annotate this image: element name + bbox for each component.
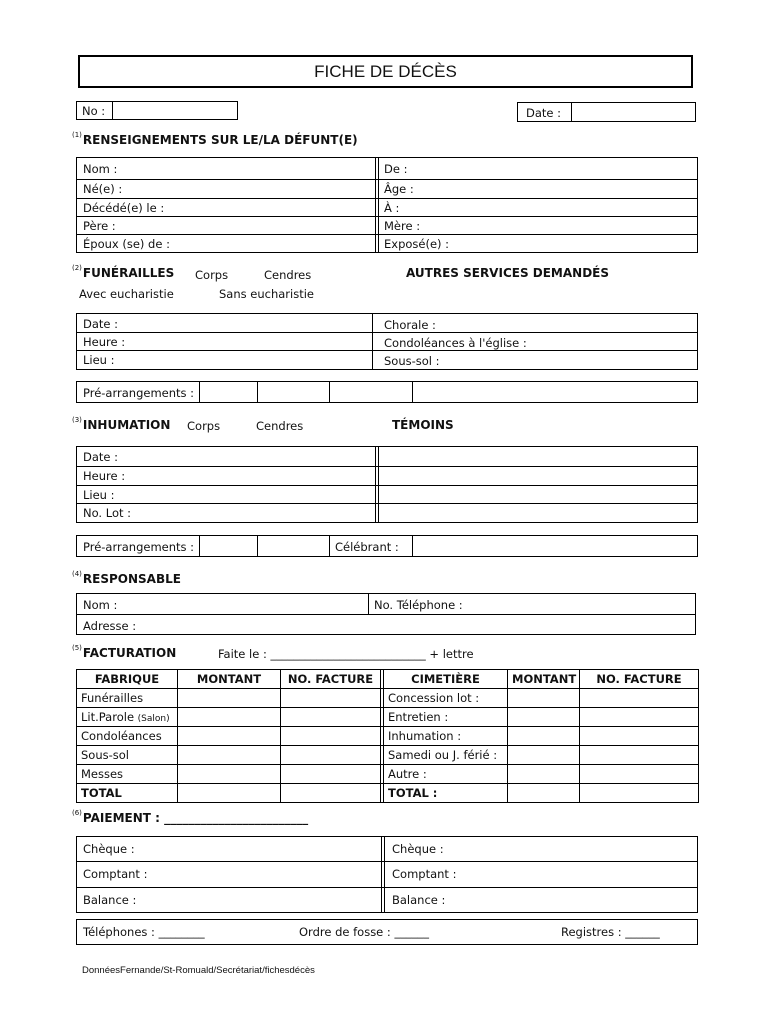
cimetiere-total: TOTAL : xyxy=(384,784,508,803)
header-facture-1: NO. FACTURE xyxy=(281,670,381,689)
fabrique-litparole: Lit.Parole (Salon) xyxy=(77,708,178,727)
table-row xyxy=(77,689,699,708)
fabrique-condoleances: Condoléances xyxy=(77,727,178,746)
fun-date-label: Date : xyxy=(83,317,119,331)
header-montant-1: MONTANT xyxy=(178,670,281,689)
facture-cell[interactable] xyxy=(281,784,381,803)
montant-cell[interactable] xyxy=(178,746,281,765)
facture-cell[interactable] xyxy=(281,689,381,708)
fabrique-funerailles: Funérailles xyxy=(77,689,178,708)
section1-heading: $^{(1)}$RENSEIGNEMENTS SUR LE/LA DÉFUNT(E) xyxy=(72,131,358,147)
table-row xyxy=(77,784,699,803)
table-row xyxy=(77,765,699,784)
fun-lieu-label: Lieu : xyxy=(83,353,115,367)
age-label: Âge : xyxy=(384,182,414,196)
cimetiere-samedi: Samedi ou J. férié : xyxy=(384,746,508,765)
facture-cell[interactable] xyxy=(580,765,699,784)
table-row xyxy=(77,746,699,765)
montant-cell[interactable] xyxy=(178,784,281,803)
montant-cell[interactable] xyxy=(508,689,580,708)
ne-label: Né(e) : xyxy=(83,182,123,196)
mere-label: Mère : xyxy=(384,219,421,233)
registres-label: Registres : ______ xyxy=(561,925,660,939)
prearr-label-2: Pré-arrangements : xyxy=(83,540,195,554)
montant-cell[interactable] xyxy=(508,708,580,727)
prearrangements-row-2 xyxy=(76,535,698,557)
table-row xyxy=(77,727,699,746)
inh-date-label: Date : xyxy=(83,450,119,464)
prearrangements-row-1 xyxy=(76,381,698,403)
telephones-label: Téléphones : ________ xyxy=(83,925,205,939)
header-fabrique: FABRIQUE xyxy=(77,670,178,689)
facture-cell[interactable] xyxy=(580,708,699,727)
date-field[interactable] xyxy=(571,102,696,122)
fabrique-messes: Messes xyxy=(77,765,178,784)
temoins-heading: TÉMOINS xyxy=(392,418,454,432)
prearr-label-1: Pré-arrangements : xyxy=(83,386,195,400)
condoleances-eglise-label: Condoléances à l'église : xyxy=(384,336,527,350)
section2-heading: $^{(2)}$FUNÉRAILLES xyxy=(72,264,175,280)
montant-cell[interactable] xyxy=(508,765,580,784)
funerailles-corps-option[interactable]: Corps xyxy=(195,268,229,282)
montant-cell[interactable] xyxy=(508,784,580,803)
facture-cell[interactable] xyxy=(281,727,381,746)
montant-cell[interactable] xyxy=(508,746,580,765)
section5-heading: $^{(5)}$FACTURATION xyxy=(72,644,177,660)
header-montant-2: MONTANT xyxy=(508,670,580,689)
cimetiere-concession: Concession lot : xyxy=(384,689,508,708)
facture-cell[interactable] xyxy=(580,689,699,708)
pay-balance-right: Balance : xyxy=(392,893,446,907)
faite-le-line: Faite le : ___________________________ + lettre xyxy=(218,647,474,661)
resp-adresse-label: Adresse : xyxy=(83,619,137,633)
expose-label: Exposé(e) : xyxy=(384,237,450,251)
fabrique-sous-sol: Sous-sol xyxy=(77,746,178,765)
pay-cheque-right: Chèque : xyxy=(392,842,444,856)
inhumation-table xyxy=(76,446,698,523)
resp-nom-label: Nom : xyxy=(83,598,118,612)
facture-cell[interactable] xyxy=(580,727,699,746)
no-field[interactable] xyxy=(112,101,238,120)
responsable-table xyxy=(76,593,696,635)
inhumation-cendres-option[interactable]: Cendres xyxy=(256,419,304,433)
montant-cell[interactable] xyxy=(178,765,281,784)
facture-cell[interactable] xyxy=(580,784,699,803)
section4-heading: $^{(4)}$RESPONSABLE xyxy=(72,570,181,586)
header-facture-2: NO. FACTURE xyxy=(580,670,699,689)
facture-cell[interactable] xyxy=(580,746,699,765)
header-cimetiere: CIMETIÈRE xyxy=(384,670,508,689)
autres-services-heading: AUTRES SERVICES DEMANDÉS xyxy=(406,266,609,280)
avec-eucharistie-option[interactable]: Avec eucharistie xyxy=(79,287,174,301)
a-label: À : xyxy=(384,201,400,215)
facture-cell[interactable] xyxy=(281,765,381,784)
bottom-row xyxy=(76,919,698,945)
inh-lot-label: No. Lot : xyxy=(83,506,132,520)
montant-cell[interactable] xyxy=(178,727,281,746)
facture-cell[interactable] xyxy=(281,708,381,727)
cimetiere-inhumation: Inhumation : xyxy=(384,727,508,746)
no-label: No : xyxy=(82,104,106,118)
section3-heading: $^{(3)}$INHUMATION xyxy=(72,416,171,432)
celebrant-label: Célébrant : xyxy=(335,540,399,554)
table-row xyxy=(77,708,699,727)
ordre-fosse-label: Ordre de fosse : ______ xyxy=(299,925,429,939)
inh-heure-label: Heure : xyxy=(83,469,126,483)
chorale-label: Chorale : xyxy=(384,318,436,332)
pay-comptant-left: Comptant : xyxy=(83,867,148,881)
sous-sol-label: Sous-sol : xyxy=(384,354,440,368)
pere-label: Père : xyxy=(83,219,116,233)
salon-note: (Salon) xyxy=(137,714,170,724)
pay-cheque-left: Chèque : xyxy=(83,842,135,856)
montant-cell[interactable] xyxy=(178,689,281,708)
resp-tel-label: No. Téléphone : xyxy=(374,598,463,612)
decede-label: Décédé(e) le : xyxy=(83,201,165,215)
footer-path: DonnéesFernande/St-Romuald/Secrétariat/fichesdécès xyxy=(82,965,315,976)
inh-lieu-label: Lieu : xyxy=(83,488,115,502)
fabrique-total: TOTAL xyxy=(77,784,178,803)
sans-eucharistie-option[interactable]: Sans eucharistie xyxy=(219,287,314,301)
de-label: De : xyxy=(384,162,408,176)
montant-cell[interactable] xyxy=(178,708,281,727)
date-label: Date : xyxy=(526,106,562,120)
inhumation-corps-option[interactable]: Corps xyxy=(187,419,221,433)
paiement-table xyxy=(76,836,698,913)
facturation-table xyxy=(76,669,699,803)
facture-cell[interactable] xyxy=(281,746,381,765)
epoux-label: Époux (se) de : xyxy=(83,237,170,251)
cimetiere-autre: Autre : xyxy=(384,765,508,784)
title-box xyxy=(78,55,693,88)
nom-label: Nom : xyxy=(83,162,118,176)
fun-heure-label: Heure : xyxy=(83,335,126,349)
funerailles-table xyxy=(76,313,698,370)
cimetiere-entretien: Entretien : xyxy=(384,708,508,727)
pay-balance-left: Balance : xyxy=(83,893,137,907)
funerailles-cendres-option[interactable]: Cendres xyxy=(264,268,312,282)
section6-heading: $^{(6)}$PAIEMENT : ________________________ xyxy=(72,809,309,825)
pay-comptant-right: Comptant : xyxy=(392,867,457,881)
montant-cell[interactable] xyxy=(508,727,580,746)
page-title: FICHE DE DÉCÈS xyxy=(314,62,457,81)
deceased-info-table xyxy=(76,157,698,253)
